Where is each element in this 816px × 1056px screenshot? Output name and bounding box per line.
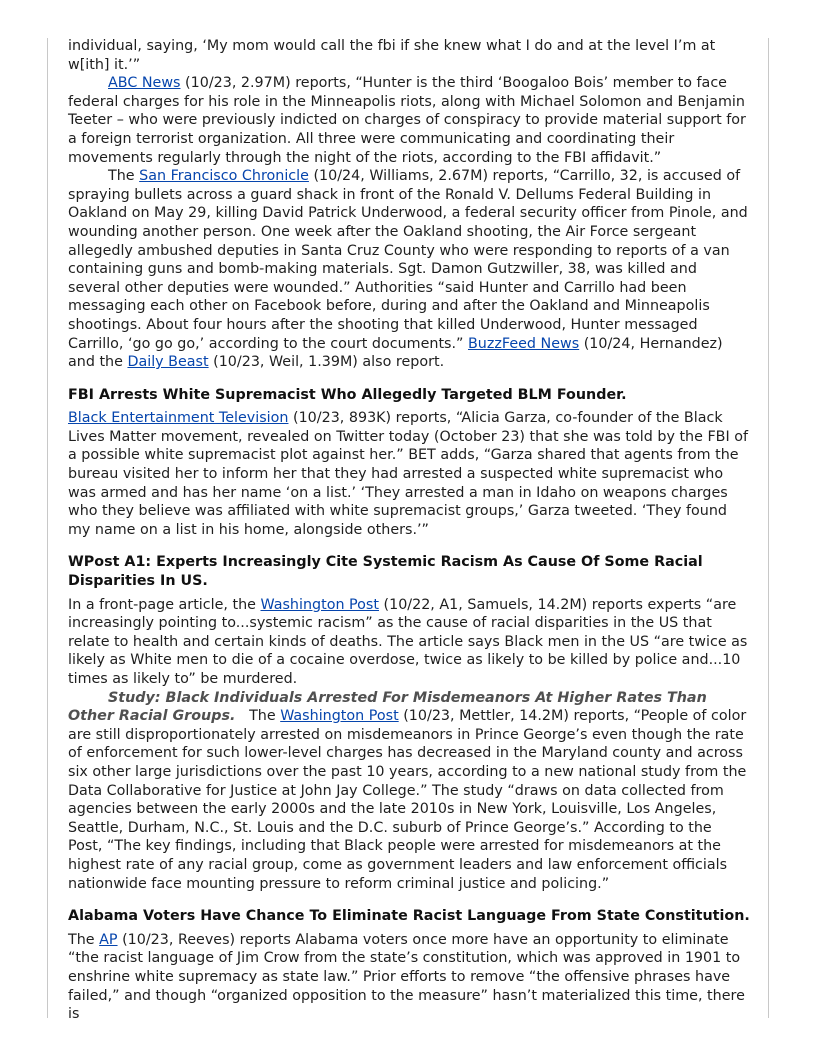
section-heading-wpost-systemic-racism: WPost A1: Experts Increasingly Cite Systemic Racism As Cause Of Some Racial Disparities In US. xyxy=(68,554,703,590)
document-body xyxy=(68,37,750,1024)
source-link-buzzfeed-news[interactable]: BuzzFeed News xyxy=(468,335,580,352)
paragraph-text: The xyxy=(68,931,100,948)
left-margin-rule xyxy=(47,38,48,1018)
section-heading-alabama-voters: Alabama Voters Have Chance To Eliminate Racist Language From State Constitution. xyxy=(68,908,750,925)
paragraph-text: The xyxy=(249,708,281,725)
paragraph-continuation: individual, saying, ‘My mom would call the fbi if she knew what I do and at the level I’m at w[ith] it.’” xyxy=(68,38,716,73)
section-heading-fbi-arrests: FBI Arrests White Supremacist Who Allegedly Targeted BLM Founder. xyxy=(68,386,627,403)
paragraph-bet xyxy=(68,409,750,539)
source-link-ap[interactable]: AP xyxy=(99,931,118,948)
paragraph-text: (10/24, Williams, 2.67M) reports, “Carrillo, 32, is accused of spraying bullets across a guard shack in front of the Ronald V. Dellums Federal Building in Oakland on May 29, killing David Patrick Underwood, a federal security officer from Pinole, and wounding another person. One week after the Oakland shooting, the Air Force sergeant allegedly ambushed deputies in Santa Cruz County who were responding to reports of a van containing guns and bomb-making materials. Sgt. Damon Gutzwiller, 38, was killed and several other deputies were wounded.” Authorities “said Hunter and Carrillo had been messaging each other on Facebook before, during and after the Oakland and Minneapolis shootings. About four hours after the shooting that killed Underwood, Hunter messaged Carrillo, ‘go go go,’ according to the court documents.” xyxy=(68,168,748,352)
paragraph-text: (10/23, 2.97M) reports, “Hunter is the third ‘Boogaloo Bois’ member to face federal charges for his role in the Minneapolis riots, along with Michael Solomon and Benjamin Teeter – who were previously indicted on charges of conspiracy to provide material support for a foreign terrorist organization. All three were communicating and coordinating their movements regularly through the night of the riots, according to the FBI affidavit.” xyxy=(68,75,746,166)
paragraph-wpost-front-page xyxy=(68,596,750,689)
source-link-washington-post[interactable]: Washington Post xyxy=(280,708,399,725)
paragraph-ap xyxy=(68,931,750,1024)
paragraph-text: In a front-page article, the xyxy=(68,596,261,613)
paragraph-text: (10/23, 893K) reports, “Alicia Garza, co-founder of the Black Lives Matter movement, revealed on Twitter today (October 23) that she was told by the FBI of a possible white supremacist plot against her.” BET adds, “Garza shared that agents from the bureau visited her to inform her that they had arrested a suspected white supremacist who was armed and has her name ‘on a list.’ ‘They arrested a man in Idaho on weapons charges who they believe was affiliated with white supremacist groups,’ Garza tweeted. ‘They found my name on a list in his home, alongside others.’” xyxy=(68,410,749,538)
paragraph-misdemeanor-study xyxy=(68,689,750,894)
right-margin-rule xyxy=(768,38,769,1018)
paragraph-text: The xyxy=(108,168,140,185)
source-link-washington-post[interactable]: Washington Post xyxy=(260,596,379,613)
source-link-san-francisco-chronicle[interactable]: San Francisco Chronicle xyxy=(139,168,309,185)
paragraph-text: (10/23, Mettler, 14.2M) reports, “People of color are still disproportionately arrested on misdemeanors in Prince George’s even though the rate of enforcement for such lower-level charges has decreased in the Maryland county and across six other large jurisdictions over the past 10 years, according to a new national study from the Data Collaborative for Justice at John Jay College.” The study “draws on data collected from agencies between the early 2000s and the late 2010s in New York, Louisville, Los Angeles, Seattle, Durham, N.C., St. Louis and the D.C. suburb of Prince George’s.” According to the Post, “The key findings, including that Black people were arrested for misdemeanors at the highest rate of any racial group, come as government leaders and law enforcement officials nationwide face mounting pressure to reform criminal justice and policing.” xyxy=(68,708,747,892)
subheading-study: Study: Black Individuals Arrested For Misdemeanors At Higher Rates Than Other Racial Groups. xyxy=(68,689,707,725)
paragraph-text: (10/23, Reeves) reports Alabama voters once more have an opportunity to eliminate “the racist language of Jim Crow from the state’s constitution, which was approved in 1901 to enshrine white supremacy as state law.” Prior efforts to remove “the offensive phrases have failed,” and though “organized opposition to the measure” hasn’t materialized this time, there is xyxy=(68,931,745,1023)
source-link-bet[interactable]: Black Entertainment Television xyxy=(68,410,289,427)
paragraph-text: (10/23, Weil, 1.39M) also report. xyxy=(208,354,445,371)
source-link-daily-beast[interactable]: Daily Beast xyxy=(127,354,209,371)
paragraph-text: (10/22, A1, Samuels, 14.2M) reports experts “are increasingly pointing to...systemic racism” as the cause of racial disparities in the US that relate to health and certain kinds of deaths. The article says Black men in the US “are twice as likely as White men to die of a cocaine overdose, twice as likely to be killed by police and...10 times as likely to” be murdered. xyxy=(68,596,748,687)
source-link-abc-news[interactable]: ABC News xyxy=(108,75,181,92)
paragraph-sf-chronicle xyxy=(68,167,750,372)
paragraph-abc-news xyxy=(68,74,750,167)
paragraph-text: (10/24, Hernandez) and the xyxy=(68,335,723,371)
